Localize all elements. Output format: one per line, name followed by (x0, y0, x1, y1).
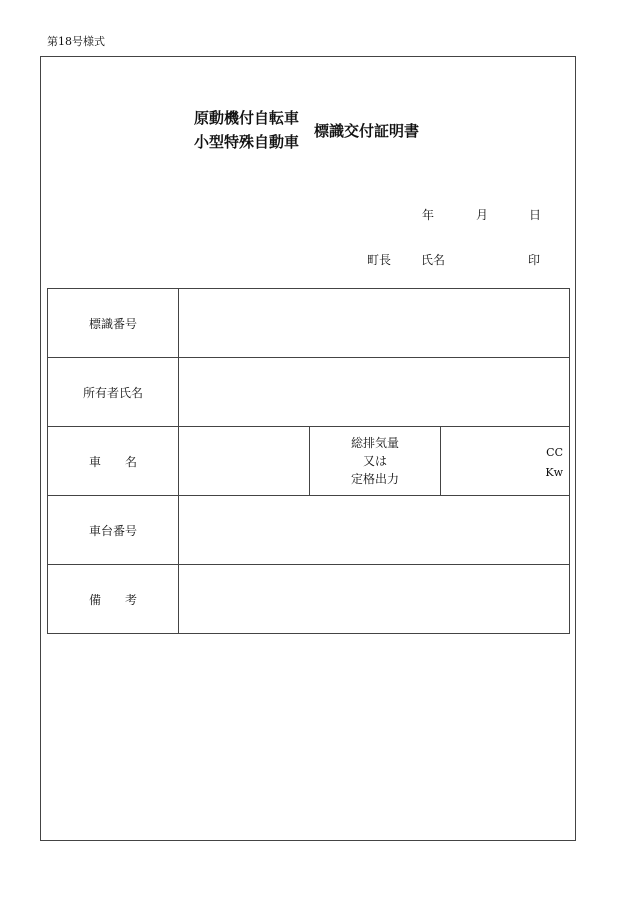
seal-mark: 印 (528, 253, 541, 267)
vehicle-name-row (48, 427, 570, 496)
displacement-label-line2: 又は (362, 454, 387, 468)
vehicle-name-label: 車 名 (48, 427, 179, 496)
chassis-number-label: 車台番号 (48, 496, 179, 565)
plate-number-field[interactable] (179, 289, 570, 358)
signer-title: 町長 (367, 253, 392, 267)
chassis-number-field[interactable] (179, 496, 570, 565)
remarks-field[interactable] (179, 565, 570, 634)
remarks-label: 備 考 (48, 565, 179, 634)
owner-name-row (48, 358, 570, 427)
form-number: 第18号様式 (47, 35, 105, 48)
chassis-number-row (48, 496, 570, 565)
title-line-moped: 原動機付自転車 (194, 109, 300, 127)
title-line-special-vehicle: 小型特殊自動車 (194, 133, 300, 151)
vehicle-name-field[interactable] (179, 427, 310, 495)
remarks-row (48, 565, 570, 634)
date-year-label: 年 (422, 208, 435, 222)
signer-name-label: 氏名 (421, 253, 446, 267)
title-vehicle-types (194, 106, 299, 154)
vehicle-details-cell (179, 427, 570, 496)
plate-number-row (48, 289, 570, 358)
owner-name-field[interactable] (179, 358, 570, 427)
displacement-label-line3: 定格出力 (350, 472, 399, 486)
displacement-label (310, 427, 441, 495)
displacement-label-line1: 総排気量 (350, 436, 399, 450)
plate-number-label: 標識番号 (48, 289, 179, 358)
page-title: 標識交付証明書 (314, 122, 420, 140)
displacement-field[interactable] (441, 427, 569, 495)
owner-name-label: 所有者氏名 (48, 358, 179, 427)
date-day-label: 日 (529, 208, 542, 222)
certificate-table (47, 288, 570, 634)
unit-cc-label: CC (546, 446, 563, 459)
unit-kw-label: Kw (545, 466, 563, 479)
date-month-label: 月 (476, 208, 489, 222)
